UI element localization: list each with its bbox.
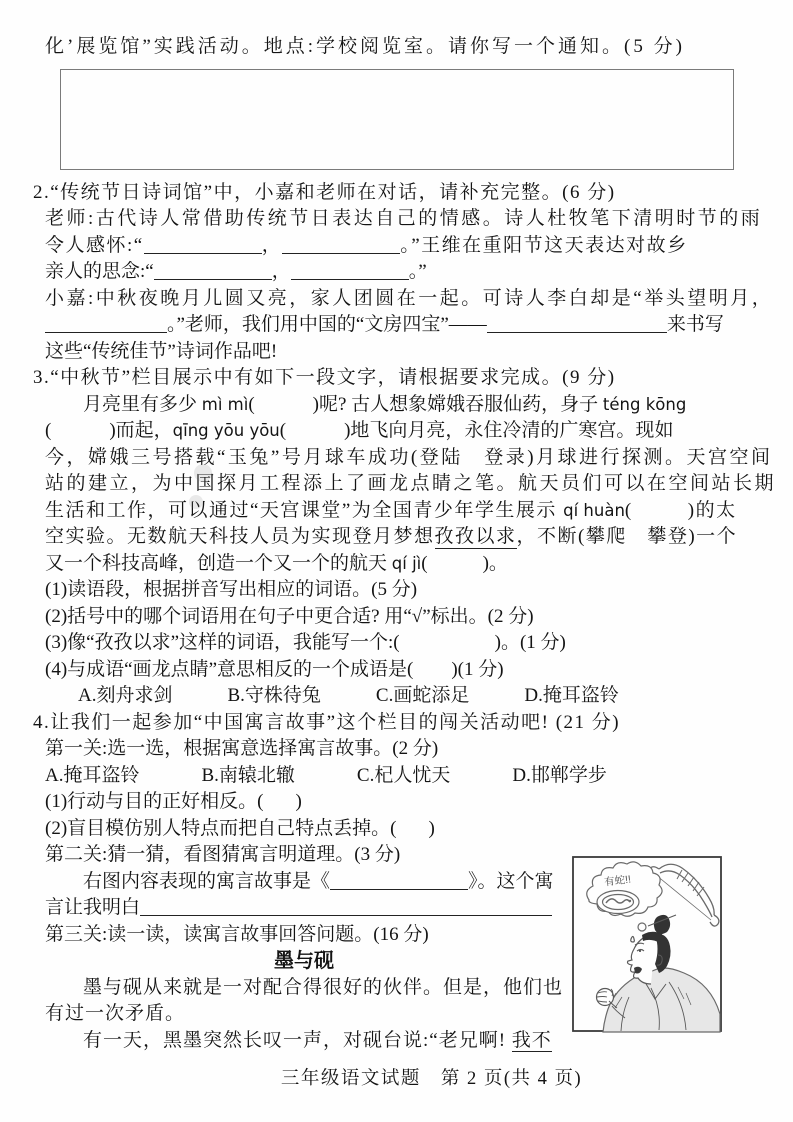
text-line xyxy=(45,736,755,763)
text-line xyxy=(45,763,755,790)
text-line xyxy=(45,1028,563,1055)
text-segment: (2)盲目模仿别人特点而把自己特点丢掉。( xyxy=(45,817,397,839)
pinyin-text: qí jì xyxy=(391,553,422,573)
text-line xyxy=(45,869,563,896)
pinyin-text: qí huàn xyxy=(563,500,625,520)
text-segment: D.掩耳盗铃 xyxy=(524,685,619,706)
text-line xyxy=(45,1001,563,1028)
text-segment: 》。这个寓 xyxy=(468,870,554,892)
pinyin-text: téng kōng xyxy=(602,394,687,414)
text-segment: 空实验。无数航天科技人员为实现登月梦想 xyxy=(45,526,435,547)
text-segment: ( xyxy=(248,393,255,415)
text-segment: ， xyxy=(261,234,283,256)
text-segment: )地飞向月亮，永住冷清的广寒宫。现如 xyxy=(344,420,674,441)
text-line xyxy=(45,789,755,816)
text-segment: 墨与砚从来就是一对配合得很好的伙伴。但是，他们也 xyxy=(83,976,564,998)
text-line xyxy=(45,895,563,922)
text-segment: 墨与砚 xyxy=(274,950,334,972)
text-segment: ，不断(攀爬 攀登)一个 xyxy=(516,526,738,547)
text-line xyxy=(45,683,755,710)
question-3 xyxy=(33,365,777,710)
text-segment: 来书写 xyxy=(666,314,724,335)
answer-blank[interactable] xyxy=(144,236,262,254)
pinyin-text: qīng yōu yōu xyxy=(172,421,280,440)
text-line xyxy=(45,948,563,975)
text-line xyxy=(45,577,755,604)
text-segment: 亲人的思念:“ xyxy=(45,261,154,282)
text-segment: (2)括号中的哪个词语用在句子中更合适? 用“√”标出。(2 分) xyxy=(45,605,534,627)
page-footer: 三年级语文试题 第 2 页(共 4 页) xyxy=(280,1069,583,1089)
underlined-text: 我不 xyxy=(511,1029,552,1051)
text-segment: 小嘉:中秋夜晚月儿圆又亮，家人团圆在一起。可诗人李白却是“举头望明月， xyxy=(45,287,774,309)
text-line xyxy=(33,710,755,737)
text-segment: 第二关:猜一猜，看图猜寓言明道理。(3 分) xyxy=(45,844,401,865)
text-segment: 2.“传统节日诗词馆”中，小嘉和老师在对话，请补充完整。(6 分) xyxy=(33,181,616,203)
text-line xyxy=(45,233,755,260)
answer-blank[interactable] xyxy=(45,315,167,333)
text-segment: 又一个科技高峰，创造一个又一个的航天 xyxy=(45,552,392,574)
text-segment: C.杞人忧天 xyxy=(356,764,451,786)
text-line xyxy=(45,816,755,843)
text-segment: 这些“传统佳节”诗词作品吧! xyxy=(45,340,278,362)
text-line xyxy=(45,657,755,684)
text-segment: A.刻舟求剑 xyxy=(78,685,173,706)
text-segment: )(1 分) xyxy=(451,658,504,680)
text-segment: D.邯郸学步 xyxy=(512,764,607,786)
text-segment: ( xyxy=(279,420,287,441)
text-line xyxy=(45,418,755,445)
answer-blank[interactable] xyxy=(282,236,400,254)
text-line xyxy=(45,604,755,631)
text-segment: ( xyxy=(421,552,428,574)
text-line xyxy=(45,524,755,551)
text-segment: 第三关:读一读，读寓言故事回答问题。(16 分) xyxy=(45,923,429,945)
text-segment: 老师:古代诗人常借助传统节日表达自己的情感。诗人杜牧笔下清明时节的雨 xyxy=(45,208,763,229)
text-segment: (1)行动与目的正好相反。( xyxy=(45,791,264,812)
text-line xyxy=(33,180,755,207)
scan-smudge xyxy=(194,464,212,482)
fable-illustration xyxy=(572,856,723,1033)
text-segment: 令人感怀:“ xyxy=(45,234,144,256)
text-segment: 3.“中秋节”栏目展示中有如下一段文字，请根据要求完成。(9 分) xyxy=(33,367,616,388)
text-segment: 言让我明白 xyxy=(45,897,141,918)
text-line xyxy=(45,551,755,578)
text-segment: 生活和工作，可以通过“天宫课堂”为全国青少年学生展示 xyxy=(45,499,564,521)
answer-blank[interactable] xyxy=(140,898,552,916)
question-1-continuation xyxy=(45,34,755,170)
text-segment: )而起， xyxy=(109,420,173,441)
underlined-text: 孜孜以求 xyxy=(434,526,517,547)
text-line xyxy=(45,445,773,472)
text-segment: 有一天，黑墨突然长叹一声，对砚台说:“老兄啊! xyxy=(83,1029,512,1051)
text-segment: 第一关:选一选，根据寓意选择寓言故事。(2 分) xyxy=(45,738,439,759)
text-line xyxy=(45,392,755,419)
text-line xyxy=(45,34,755,61)
scan-smudge xyxy=(189,495,203,509)
text-segment: 站的建立，为中国探月工程添上了画龙点睛之笔。航天员们可以在空间站长期 xyxy=(45,473,777,494)
bubble-text: 有蛇!! xyxy=(603,873,632,889)
text-segment: 。” xyxy=(408,261,427,282)
text-line xyxy=(45,498,755,525)
text-segment: 。”老师，我们用中国的“文房四宝”—— xyxy=(167,314,487,335)
answer-blank[interactable] xyxy=(487,315,667,333)
text-line xyxy=(45,975,563,1002)
text-line xyxy=(45,312,755,339)
text-line xyxy=(33,365,755,392)
text-segment: B.南辕北辙 xyxy=(201,764,295,786)
text-segment: (3)像“孜孜以求”这样的词语，我能写一个:( xyxy=(45,632,400,653)
text-segment: 有过一次矛盾。 xyxy=(45,1003,186,1024)
text-line xyxy=(45,471,777,498)
question-2 xyxy=(33,180,774,366)
answer-blank[interactable] xyxy=(154,262,272,280)
text-segment: )。 xyxy=(482,552,508,574)
text-segment: ( xyxy=(624,499,633,521)
text-line xyxy=(45,286,774,313)
text-segment: 化’展览馆”实践活动。地点:学校阅览室。请你写一个通知。(5 分) xyxy=(45,36,685,57)
answer-blank[interactable] xyxy=(291,262,409,280)
text-segment: A.掩耳盗铃 xyxy=(45,764,140,786)
text-segment: 今，嫦娥三号搭载“玉兔”号月球车成功(登陆 登录)月球进行探测。天宫空间 xyxy=(45,446,773,468)
text-segment: ) xyxy=(428,817,435,839)
text-segment: )的太 xyxy=(687,499,737,521)
text-segment: C.画蛇添足 xyxy=(375,685,470,706)
text-segment: )呢? 古人想象嫦娥吞服仙药，身子 xyxy=(312,393,603,415)
text-segment: )。(1 分) xyxy=(494,632,566,653)
text-segment: ( xyxy=(45,420,52,441)
text-segment: 。”王维在重阳节这天表达对故乡 xyxy=(400,234,688,256)
text-segment: B.守株待兔 xyxy=(227,685,321,706)
answer-blank[interactable] xyxy=(330,872,468,890)
text-segment: ， xyxy=(271,261,291,282)
notice-answer-box[interactable] xyxy=(60,69,734,170)
text-segment: ) xyxy=(295,791,302,812)
text-segment: 月亮里有多少 xyxy=(83,393,202,415)
text-line xyxy=(45,630,755,657)
text-segment: 4.让我们一起参加“中国寓言故事”这个栏目的闯关活动吧! (21 分) xyxy=(33,711,621,733)
text-segment: (4)与成语“画龙点睛”意思相反的一个成语是( xyxy=(45,658,414,680)
text-line xyxy=(45,259,755,286)
text-line xyxy=(45,206,763,233)
pinyin-text: mì mì xyxy=(201,394,249,414)
text-segment: 右图内容表现的寓言故事是《 xyxy=(83,870,331,892)
text-segment: (1)读语段，根据拼音写出相应的词语。(5 分) xyxy=(45,579,418,600)
text-line xyxy=(45,339,755,366)
